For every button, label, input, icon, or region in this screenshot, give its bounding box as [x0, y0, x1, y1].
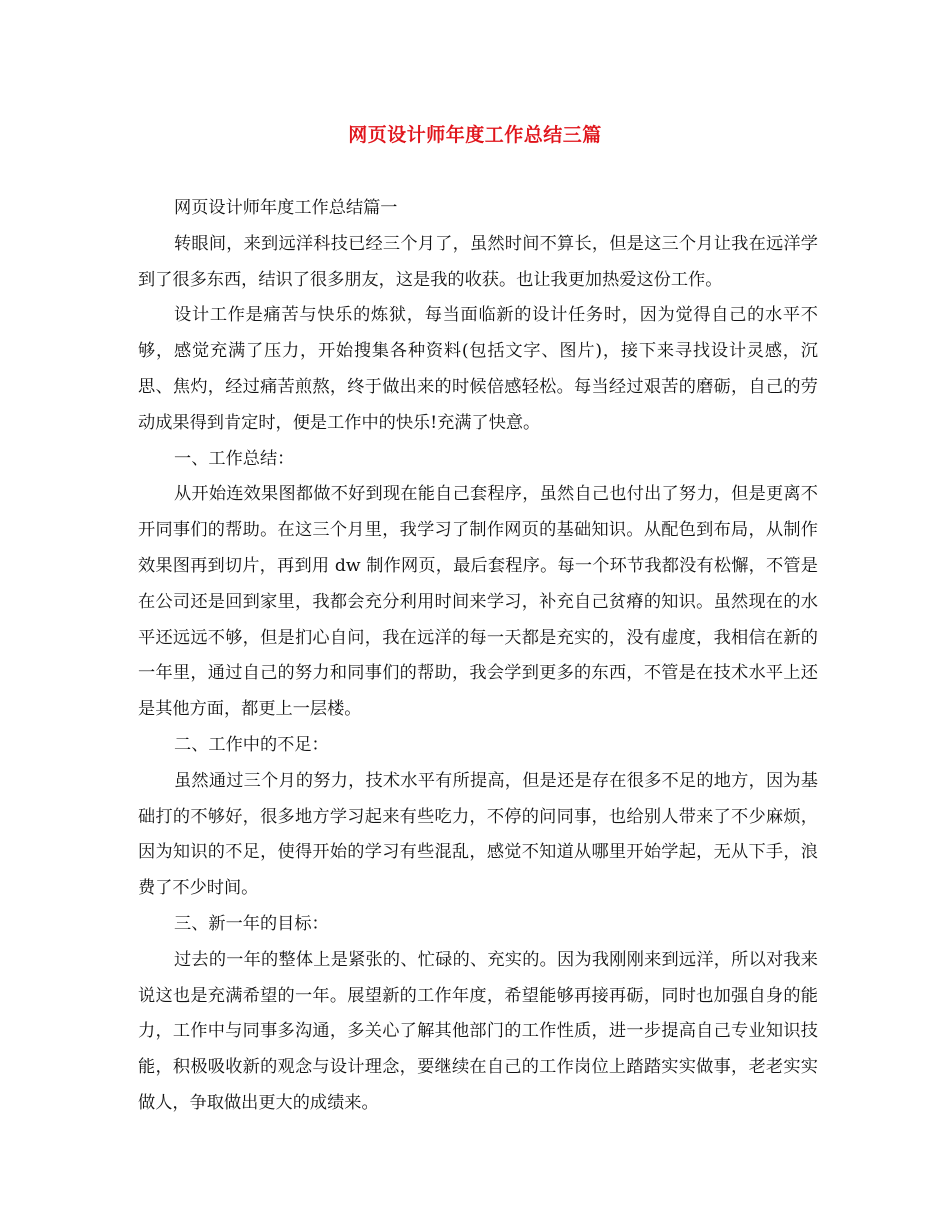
- paragraph: 虽然通过三个月的努力，技术水平有所提高，但是还是存在很多不足的地方，因为基础打的不够好，很多地方学习起来有些吃力，不停的问同事，也给别人带来了不少麻烦，因为知识的不足，使得开始的学习有些混乱，感觉不知道从哪里开始学起，无从下手，浪费了不少时间。: [138, 770, 818, 899]
- paragraph: 设计工作是痛苦与快乐的炼狱，每当面临新的设计任务时，因为觉得自己的水平不够，感觉充满了压力，开始搜集各种资料(包括文字、图片)，接下来寻找设计灵感，沉思、焦灼，经过痛苦煎熬，终于做出来的时候倍感轻松。每当经过艰苦的磨砺，自己的劳动成果得到肯定时，便是工作中的快乐!充满了快意。: [138, 305, 818, 433]
- section-heading: 二、工作中的不足：: [174, 734, 329, 755]
- document-body: [138, 191, 818, 1122]
- paragraph: 过去的一年的整体上是紧张的、忙碌的、充实的。因为我刚刚来到远洋，所以对我来说这也是充满希望的一年。展望新的工作年度，希望能够再接再砺，同时也加强自身的能力，工作中与同事多沟通，多关心了解其他部门的工作性质，进一步提高自己专业知识技能，积极吸收新的观念与设计理念，要继续在自己的工作岗位上踏踏实实做事，老老实实做人，争取做出更大的成绩来。: [138, 949, 818, 1113]
- paragraph: 转眼间，来到远洋科技已经三个月了，虽然时间不算长，但是这三个月让我在远洋学到了很多东西，结识了很多朋友，这是我的收获。也让我更加热爱这份工作。: [138, 233, 818, 290]
- section-heading: 三、新一年的目标：: [174, 913, 329, 934]
- section-heading: 网页设计师年度工作总结篇一: [174, 198, 398, 218]
- section-heading: 一、工作总结：: [174, 448, 295, 469]
- document-title: 网页设计师年度工作总结三篇: [348, 124, 602, 146]
- paragraph: 从开始连效果图都做不好到现在能自己套程序，虽然自己也付出了努力，但是更离不开同事们的帮助。在这三个月里，我学习了制作网页的基础知识。从配色到布局，从制作效果图再到切片，再到用 dw 制作网页，最后套程序。每一个环节我都没有松懈，不管是在公司还是回到家里，我都会充分利用时间来学习，补充自己贫瘠的知识。虽然现在的水平还远远不够，但是扪心自问，我在远洋的每一天都是充实的，没有虚度，我相信在新的一年里，通过自己的努力和同事们的帮助，我会学到更多的东西，不管是在技术水平上还是其他方面，都更上一层楼。: [138, 484, 818, 720]
